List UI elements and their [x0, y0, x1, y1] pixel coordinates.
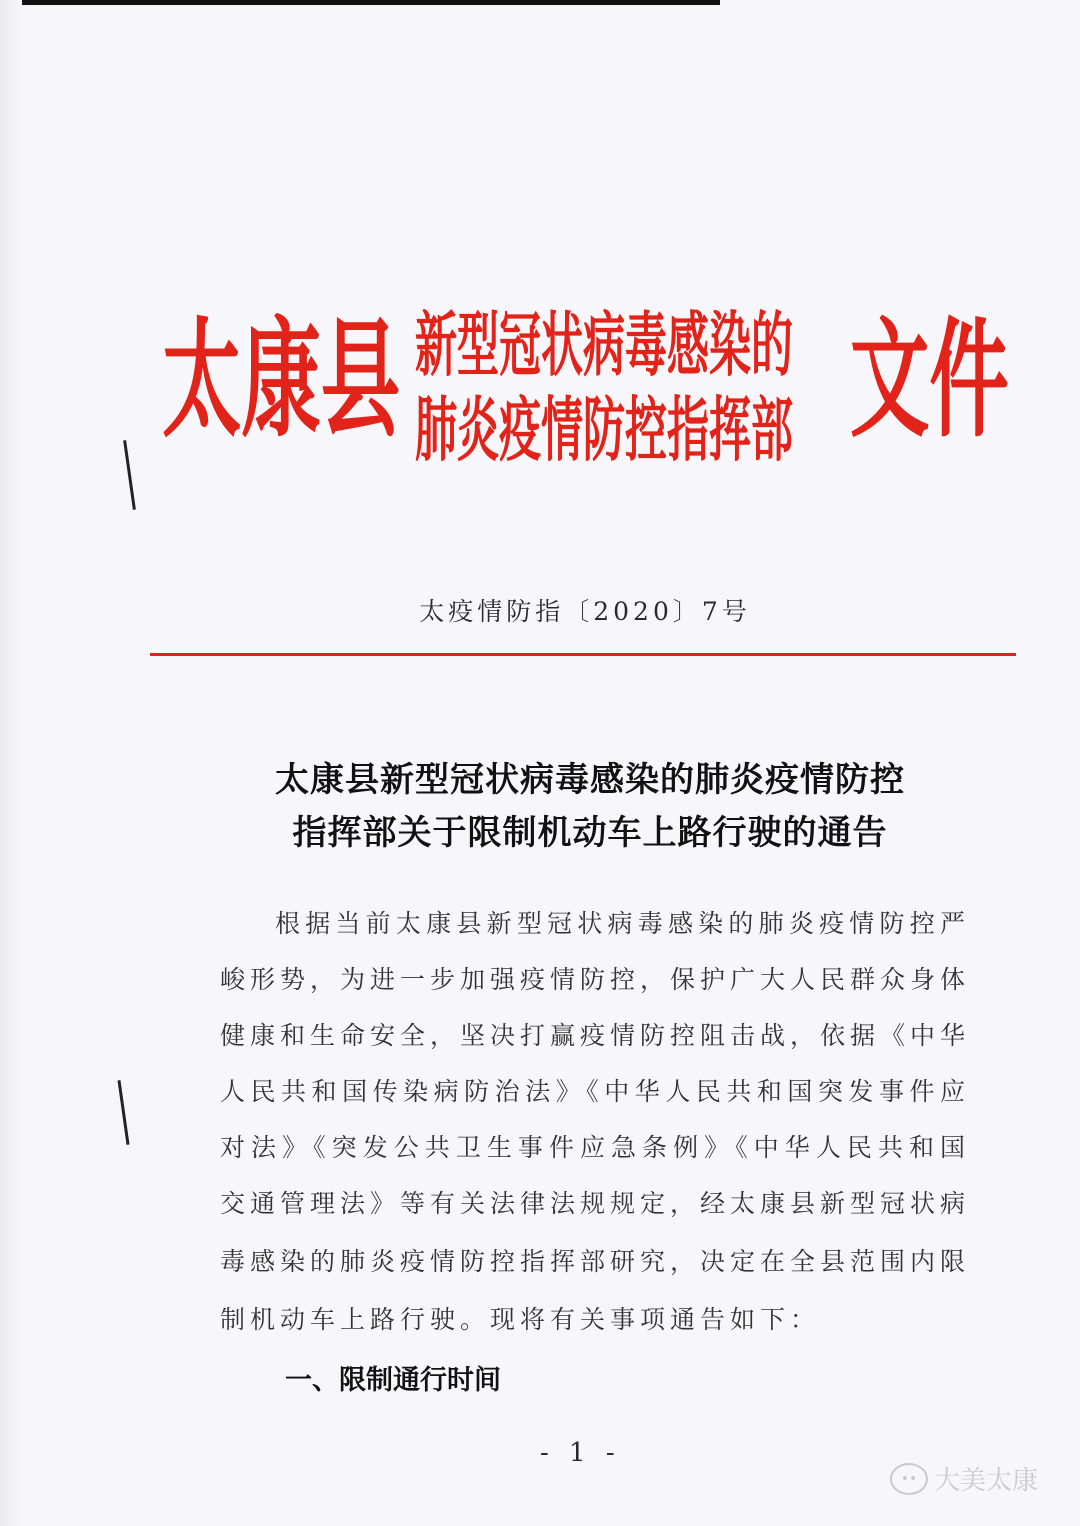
scan-left-edge — [0, 0, 22, 1526]
body-line: 根据当前太康县新型冠状病毒感染的肺炎疫情防控严 — [275, 909, 965, 938]
body-line: 交通管理法》等有关法律法规规定，经太康县新型冠状病 — [220, 1189, 965, 1218]
notice-title-line2: 指挥部关于限制机动车上路行驶的通告 — [292, 813, 888, 853]
body-line: 健康和生命安全，坚决打赢疫情防控阻击战，依据《中华 — [220, 1021, 965, 1050]
body-line: 制机动车上路行驶。现将有关事项通告如下： — [220, 1305, 821, 1334]
red-divider — [150, 653, 1016, 656]
document-number: 太疫情防指〔2020〕7号 — [419, 597, 751, 626]
header-org-line2: 肺炎疫情防控指挥部 — [415, 388, 793, 471]
body-line: 人民共和国传染病防治法》《中华人民共和国突发事件应 — [220, 1077, 965, 1106]
header-county: 太康县 — [162, 305, 401, 455]
section-heading: 一、限制通行时间 — [285, 1365, 501, 1396]
body-line: 毒感染的肺炎疫情防控指挥部研究，决定在全县范围内限 — [220, 1247, 965, 1276]
watermark — [890, 1460, 1038, 1497]
watermark-text: 大美太康 — [934, 1466, 1039, 1496]
wechat-icon: •• — [890, 1463, 928, 1495]
header-doc-type: 文件 — [850, 305, 1009, 455]
scan-top-edge — [0, 0, 720, 5]
body-line: 峻形势，为进一步加强疫情防控，保护广大人民群众身体 — [220, 965, 965, 994]
body-line: 对法》《突发公共卫生事件应急条例》《中华人民共和国 — [220, 1133, 965, 1162]
page-number: - 1 - — [540, 1438, 621, 1468]
binding-mark — [123, 440, 136, 510]
binding-mark — [117, 1080, 129, 1145]
notice-title-line1: 太康县新型冠状病毒感染的肺炎疫情防控 — [275, 760, 905, 800]
header-org-line1: 新型冠状病毒感染的 — [415, 303, 793, 386]
